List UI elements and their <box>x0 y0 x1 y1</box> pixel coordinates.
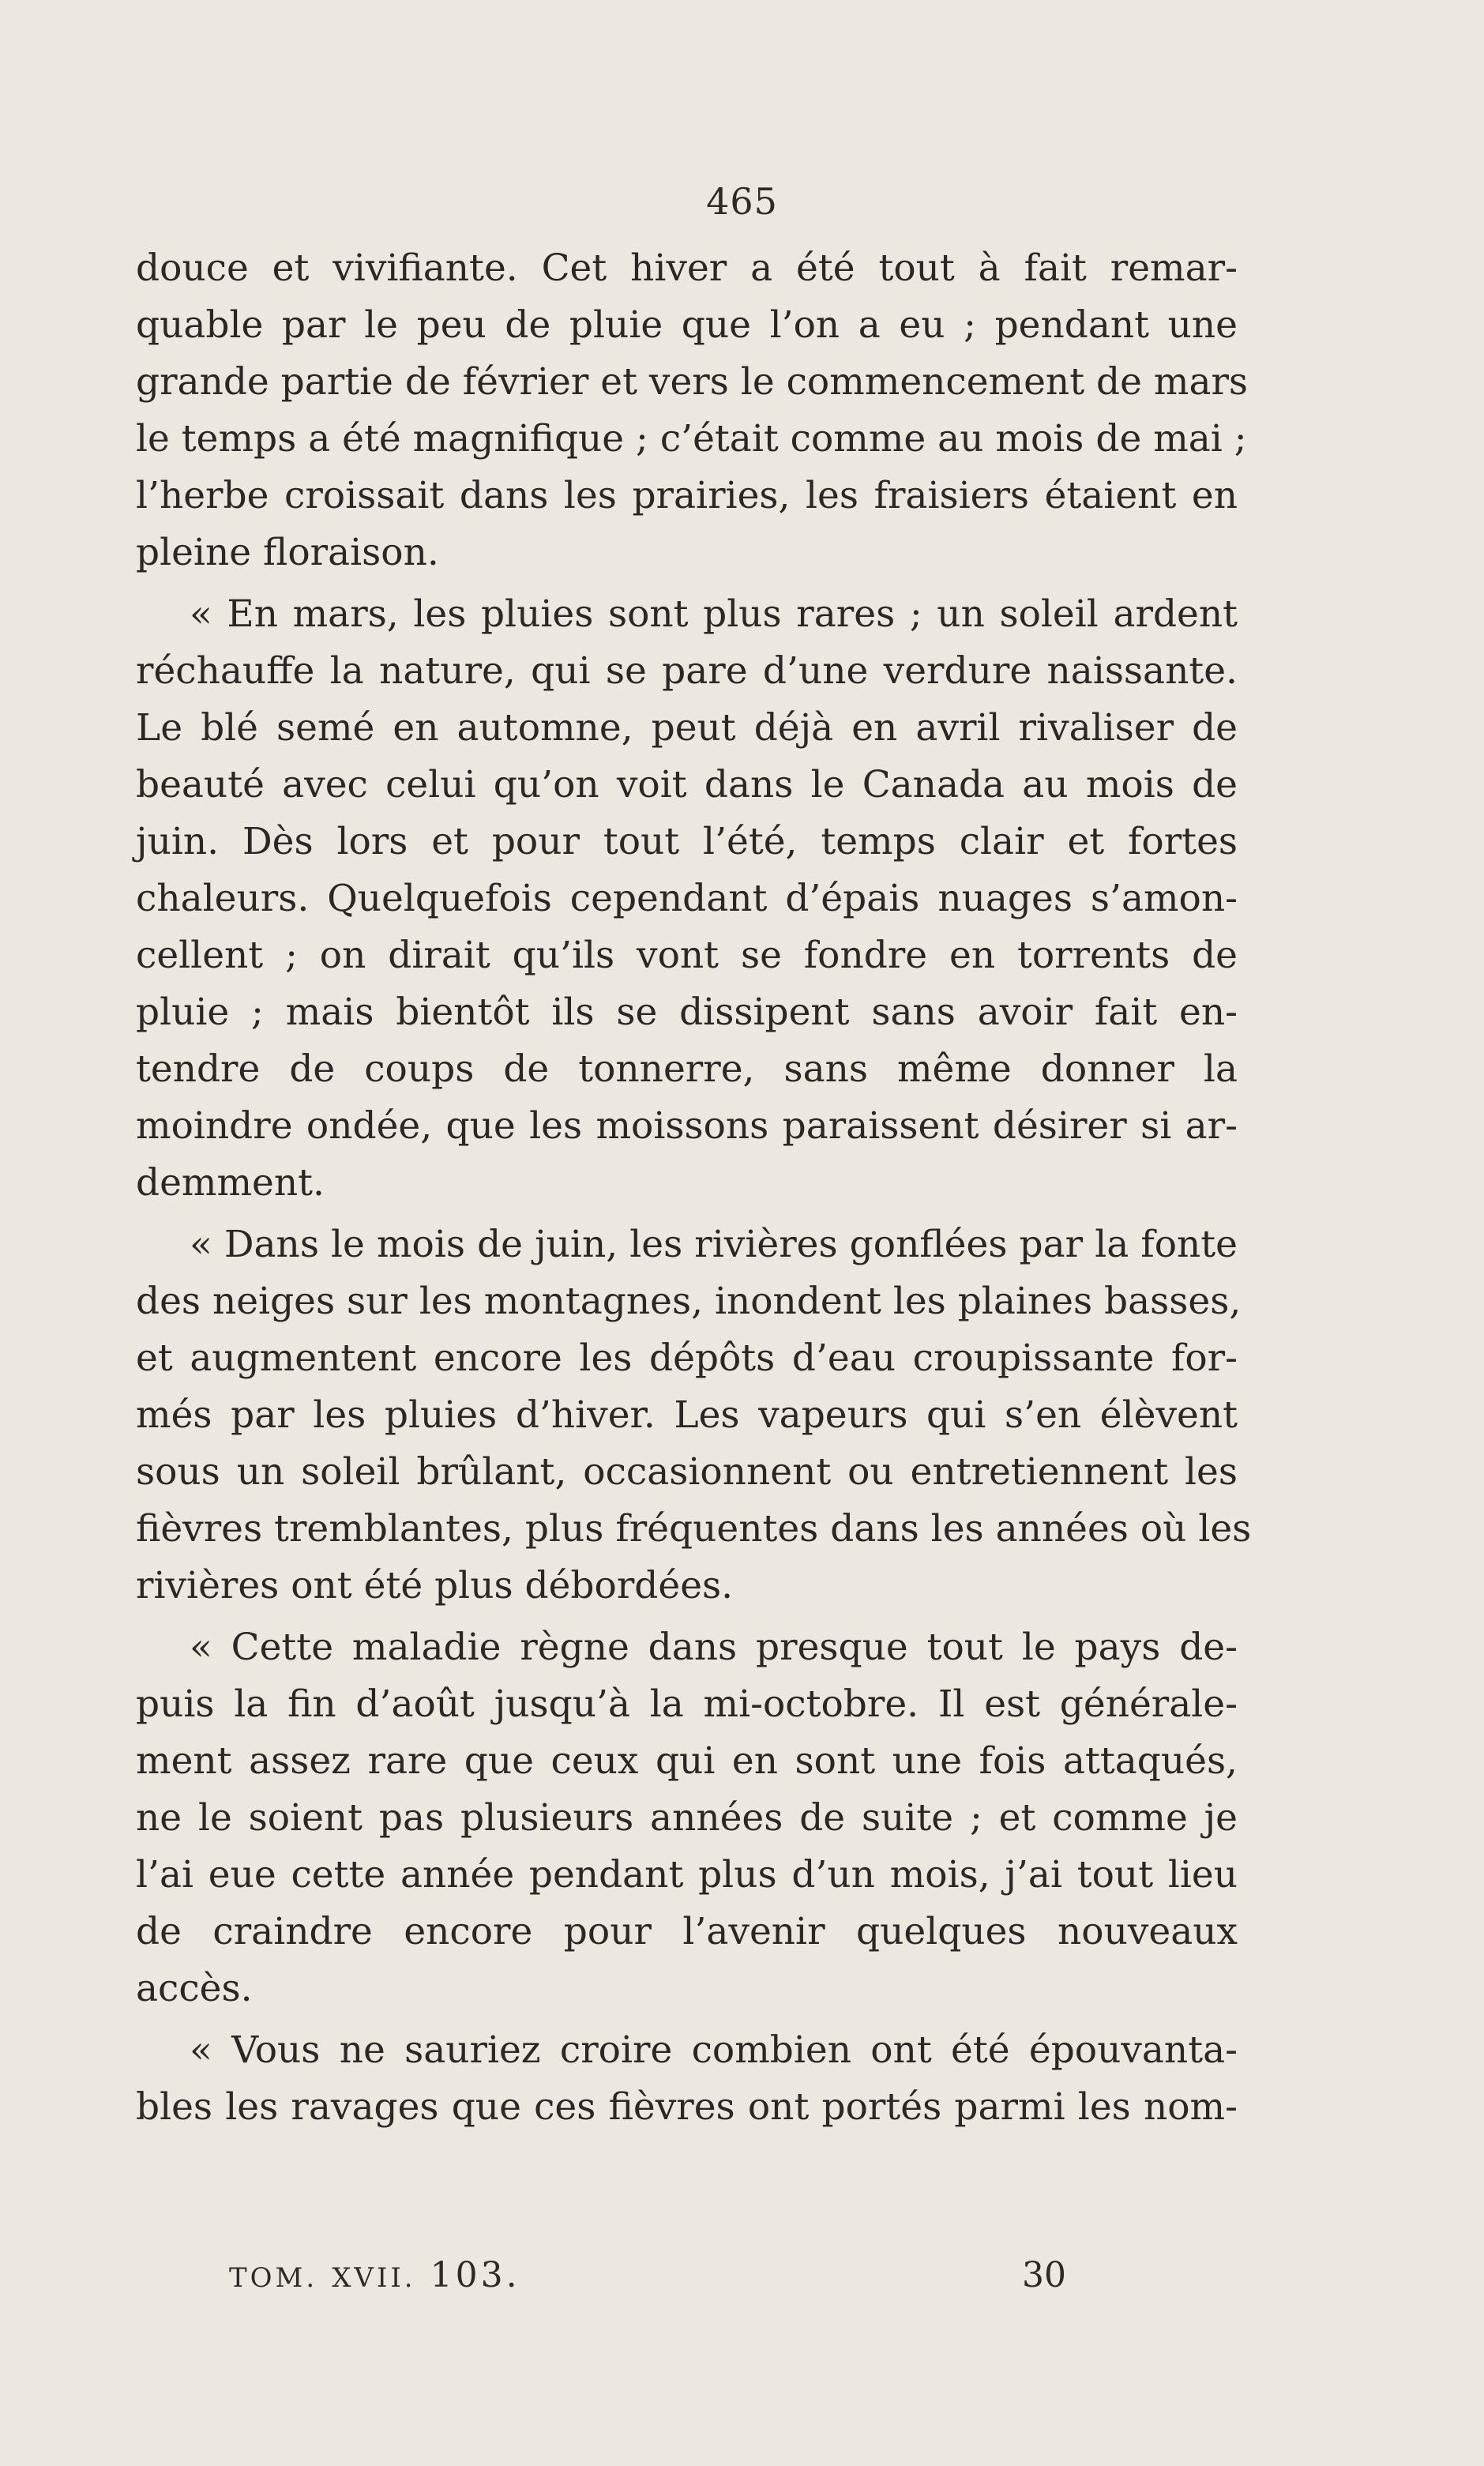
text-line: l’herbe croissait dans les prairies, les fraisiers étaient en <box>136 474 1238 517</box>
text-line: tendre de coups de tonnerre, sans même donner la <box>136 1047 1238 1091</box>
text-line: més par les pluies d’hiver. Les vapeurs qui s’en élèvent <box>136 1393 1238 1437</box>
text-line: réchauffe la nature, qui se pare d’une verdure naissante. <box>136 649 1238 693</box>
text-line: « Dans le mois de juin, les rivières gonflées par la fonte <box>190 1223 1238 1266</box>
text-line: l’ai eue cette année pendant plus d’un mois, j’ai tout lieu <box>136 1853 1238 1896</box>
page-footer <box>229 2255 1066 2310</box>
text-line: quable par le peu de pluie que l’on a eu ; pendant une <box>136 303 1238 347</box>
text-line: grande partie de février et vers le commencement de mars <box>136 360 1249 404</box>
text-line: Le blé semé en automne, peut déjà en avril rivaliser de <box>136 706 1238 750</box>
signature-mark <box>229 2255 520 2295</box>
text-line: douce et vivifiante. Cet hiver a été tout à fait remar- <box>136 246 1238 290</box>
text-line: bles les ravages que ces fièvres ont portés parmi les nom- <box>136 2085 1238 2129</box>
text-line: ment assez rare que ceux qui en sont une fois attaqués, <box>136 1739 1238 1783</box>
text-line: de craindre encore pour l’avenir quelques nouveaux <box>136 1910 1238 1953</box>
page-number: 465 <box>706 180 778 223</box>
text-line: juin. Dès lors et pour tout l’été, temps clair et fortes <box>136 820 1238 863</box>
text-line: « Cette maladie règne dans presque tout le pays de- <box>190 1626 1238 1669</box>
signature-issue: 103. <box>430 2255 520 2295</box>
text-line: ne le soient pas plusieurs années de suite ; et comme je <box>136 1796 1238 1840</box>
text-line: et augmentent encore les dépôts d’eau croupissante for- <box>136 1336 1238 1380</box>
signature-prefix: TOM. <box>229 2262 318 2294</box>
text-line: pluie ; mais bientôt ils se dissipent sans avoir fait en- <box>136 991 1238 1034</box>
text-line: beauté avec celui qu’on voit dans le Canada au mois de <box>136 763 1238 806</box>
text-line: demment. <box>136 1161 325 1205</box>
text-line: rivières ont été plus débordées. <box>136 1564 734 1607</box>
text-line: des neiges sur les montagnes, inondent les plaines basses, <box>136 1280 1242 1323</box>
body-text <box>136 240 1252 2136</box>
text-line: « Vous ne sauriez croire combien ont été épouvanta- <box>190 2028 1238 2072</box>
text-line: chaleurs. Quelquefois cependant d’épais nuages s’amon- <box>136 877 1238 920</box>
text-line: « En mars, les pluies sont plus rares ; un soleil ardent <box>190 592 1238 636</box>
text-line: puis la fin d’août jusqu’à la mi-octobre. Il est générale- <box>136 1682 1238 1726</box>
text-line: cellent ; on dirait qu’ils vont se fondre en torrents de <box>136 934 1238 977</box>
text-line: pleine floraison. <box>136 531 439 574</box>
text-line: le temps a été magnifique ; c’était comme au mois de mai ; <box>136 417 1247 460</box>
gathering-number: 30 <box>1022 2255 1066 2295</box>
text-line: accès. <box>136 1967 253 2010</box>
text-line: moindre ondée, que les moissons paraissent désirer si ar- <box>136 1104 1238 1148</box>
text-line: sous un soleil brûlant, occasionnent ou entretiennent les <box>136 1450 1238 1494</box>
signature-volume: XVII. <box>332 2262 416 2294</box>
text-line: fièvres tremblantes, plus fréquentes dans les années où les <box>136 1507 1252 1551</box>
